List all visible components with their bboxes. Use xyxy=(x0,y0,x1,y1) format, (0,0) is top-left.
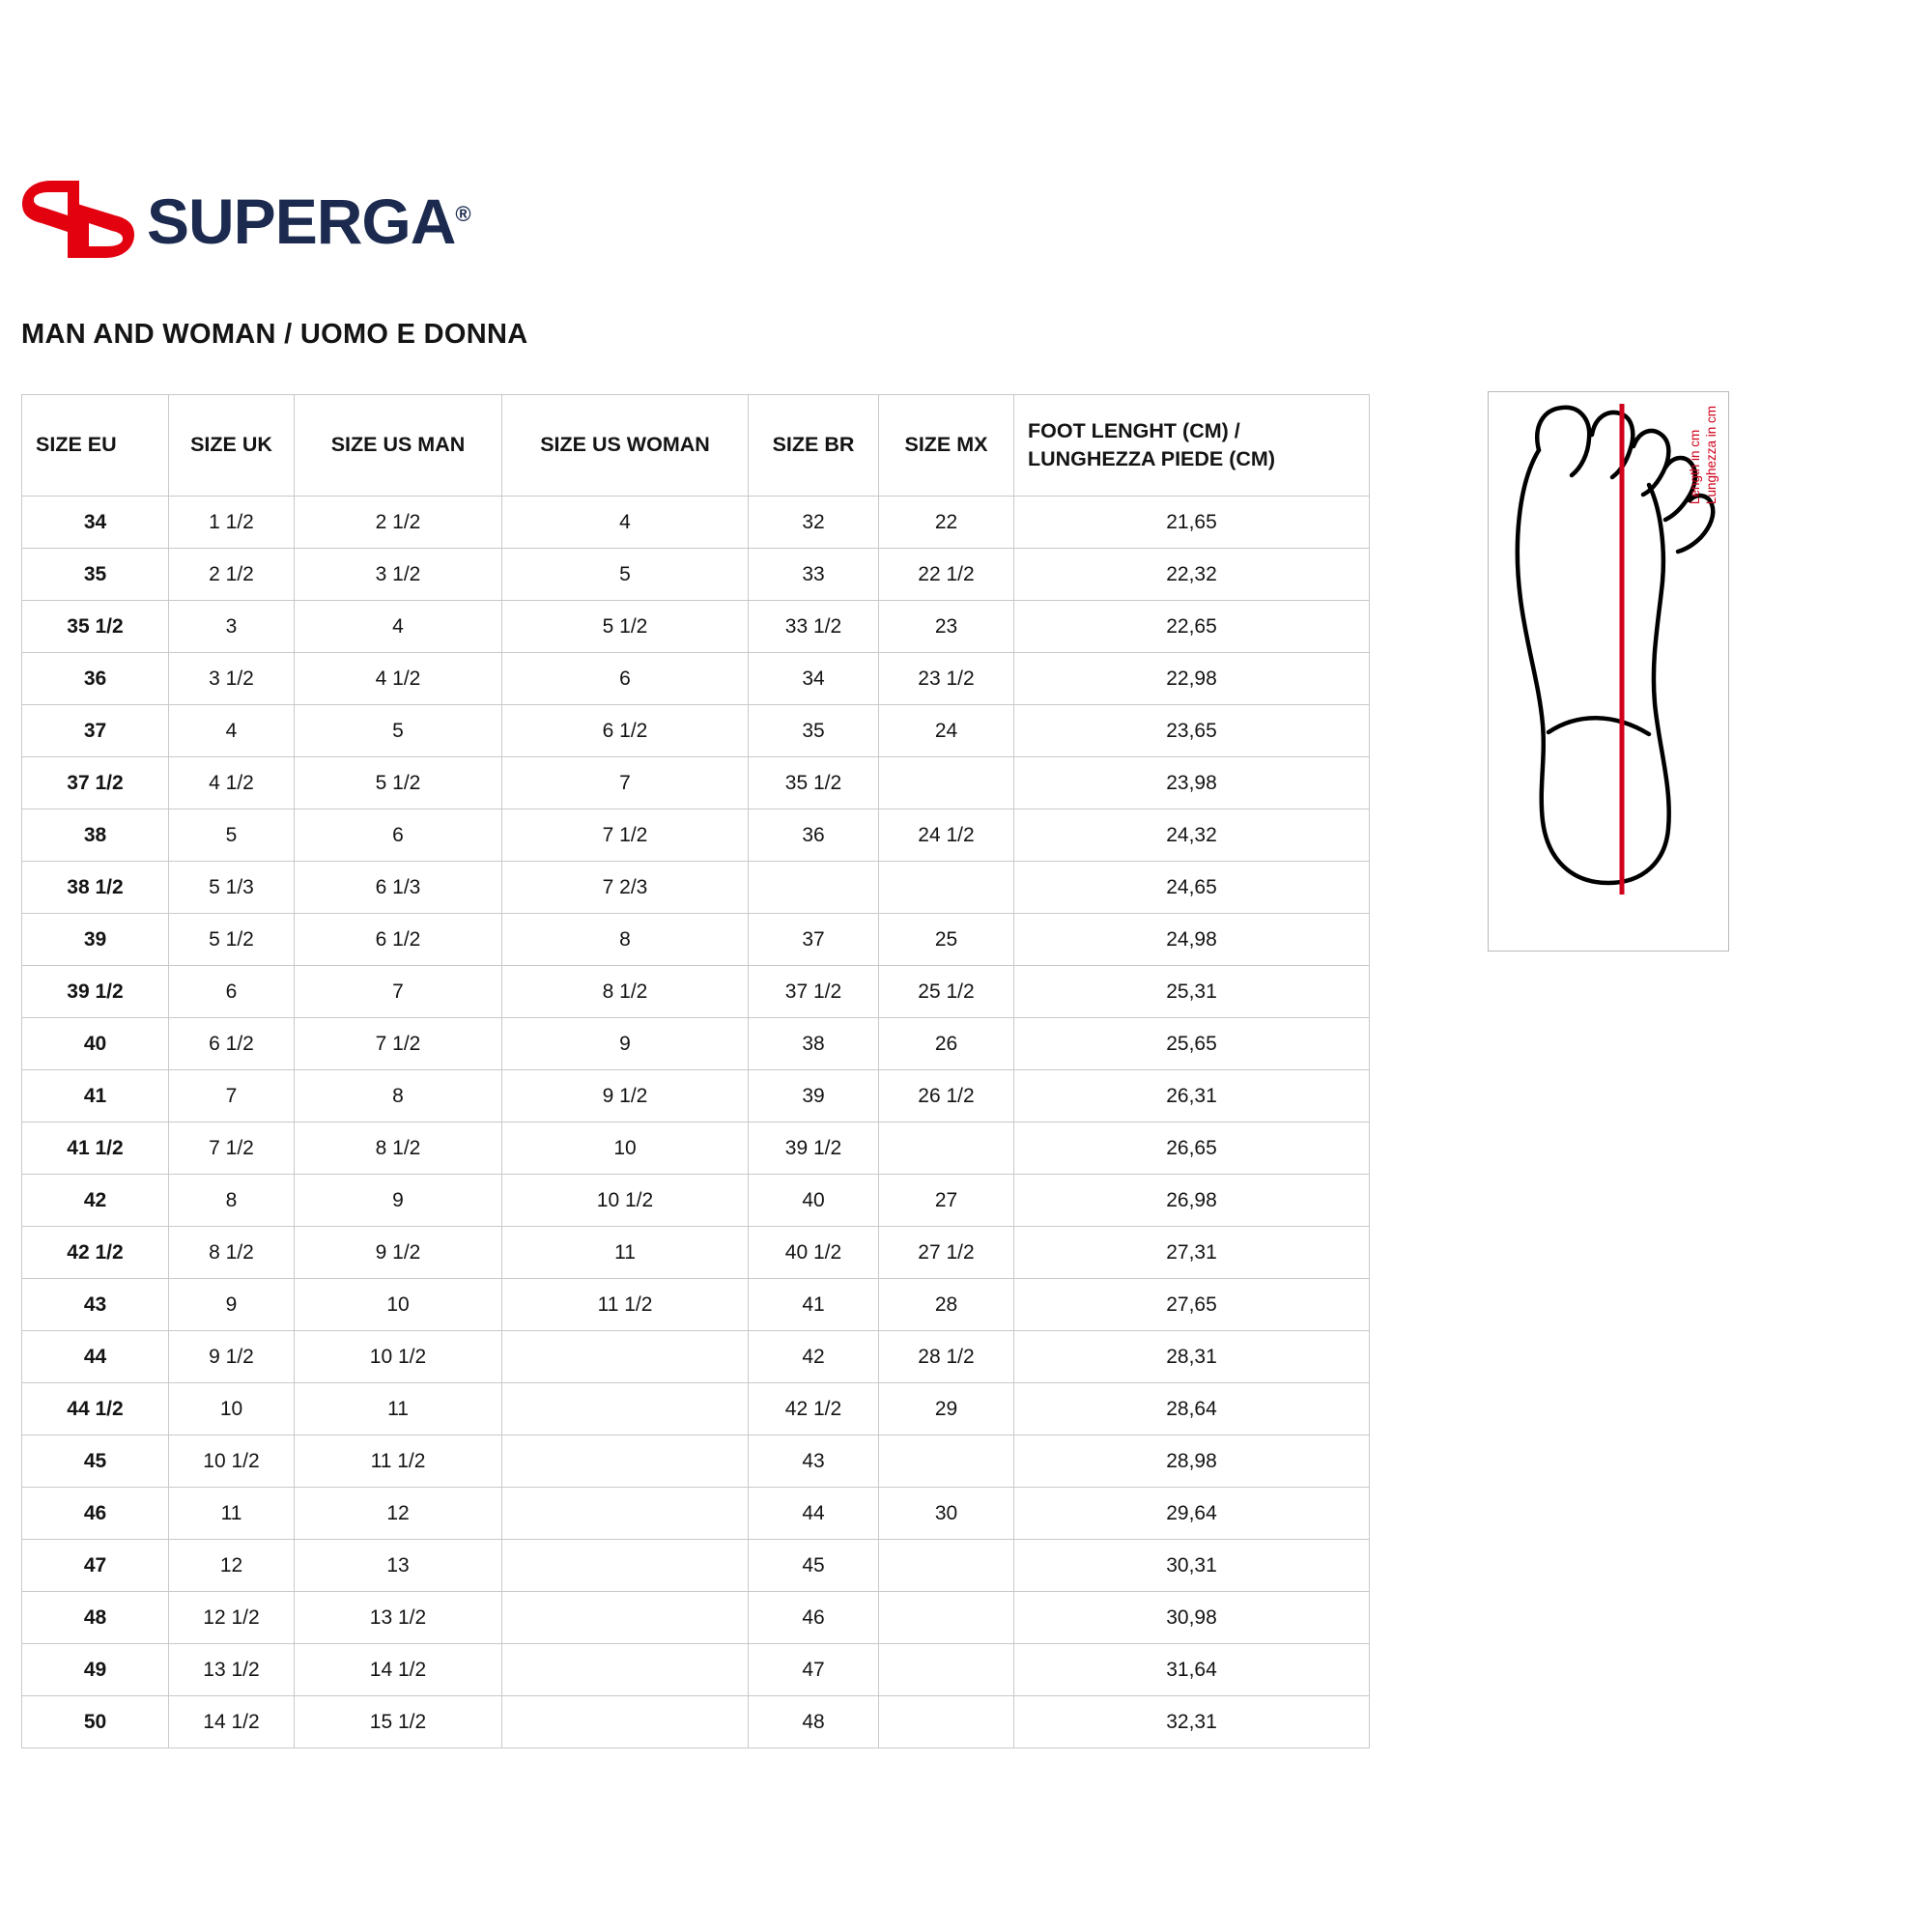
cell-us-woman xyxy=(502,1383,749,1435)
cell-mx: 25 xyxy=(879,914,1014,966)
cell-foot-length: 28,31 xyxy=(1014,1331,1370,1383)
table-row xyxy=(22,914,1370,966)
cell-eu: 42 xyxy=(22,1175,169,1227)
cell-eu: 35 1/2 xyxy=(22,601,169,653)
cell-mx: 28 1/2 xyxy=(879,1331,1014,1383)
cell-br: 47 xyxy=(749,1644,879,1696)
cell-us-man: 10 1/2 xyxy=(295,1331,502,1383)
brand-wordmark xyxy=(147,185,470,257)
cell-us-man: 15 1/2 xyxy=(295,1696,502,1748)
cell-us-woman: 8 1/2 xyxy=(502,966,749,1018)
cell-us-woman: 6 1/2 xyxy=(502,705,749,757)
table-row xyxy=(22,1644,1370,1696)
table-row xyxy=(22,1227,1370,1279)
registered-mark: ® xyxy=(455,202,470,226)
cell-uk: 9 xyxy=(169,1279,295,1331)
cell-foot-length: 30,98 xyxy=(1014,1592,1370,1644)
cell-foot-length: 23,65 xyxy=(1014,705,1370,757)
cell-foot-length: 26,31 xyxy=(1014,1070,1370,1122)
cell-eu: 48 xyxy=(22,1592,169,1644)
cell-uk: 3 1/2 xyxy=(169,653,295,705)
superga-s-logo-icon xyxy=(21,179,135,260)
cell-us-man: 5 xyxy=(295,705,502,757)
cell-foot-length: 22,65 xyxy=(1014,601,1370,653)
cell-foot-length: 31,64 xyxy=(1014,1644,1370,1696)
cell-br: 44 xyxy=(749,1488,879,1540)
cell-us-man: 10 xyxy=(295,1279,502,1331)
cell-mx xyxy=(879,757,1014,810)
cell-mx xyxy=(879,1644,1014,1696)
cell-foot-length: 24,98 xyxy=(1014,914,1370,966)
cell-uk: 4 1/2 xyxy=(169,757,295,810)
cell-mx: 24 1/2 xyxy=(879,810,1014,862)
table-row xyxy=(22,1435,1370,1488)
table-row xyxy=(22,549,1370,601)
cell-uk: 12 xyxy=(169,1540,295,1592)
cell-mx xyxy=(879,1435,1014,1488)
cell-us-woman xyxy=(502,1488,749,1540)
cell-eu: 45 xyxy=(22,1435,169,1488)
size-conversion-table xyxy=(21,394,1370,1748)
table-row xyxy=(22,705,1370,757)
cell-uk: 6 xyxy=(169,966,295,1018)
cell-uk: 4 xyxy=(169,705,295,757)
cell-mx xyxy=(879,1592,1014,1644)
cell-us-woman xyxy=(502,1592,749,1644)
measure-line-label xyxy=(1688,406,1720,504)
cell-eu: 44 1/2 xyxy=(22,1383,169,1435)
cell-us-woman: 11 1/2 xyxy=(502,1279,749,1331)
cell-br: 35 xyxy=(749,705,879,757)
cell-br: 33 xyxy=(749,549,879,601)
page-title: MAN AND WOMAN / UOMO E DONNA xyxy=(21,319,528,350)
table-body xyxy=(22,497,1370,1748)
cell-uk: 11 xyxy=(169,1488,295,1540)
cell-br: 37 xyxy=(749,914,879,966)
cell-br: 36 xyxy=(749,810,879,862)
table-row xyxy=(22,966,1370,1018)
cell-us-woman: 7 xyxy=(502,757,749,810)
table-row xyxy=(22,1540,1370,1592)
cell-mx: 28 xyxy=(879,1279,1014,1331)
cell-br: 39 1/2 xyxy=(749,1122,879,1175)
cell-us-man: 12 xyxy=(295,1488,502,1540)
cell-eu: 41 xyxy=(22,1070,169,1122)
cell-foot-length: 25,31 xyxy=(1014,966,1370,1018)
cell-uk: 12 1/2 xyxy=(169,1592,295,1644)
cell-br xyxy=(749,862,879,914)
cell-us-man: 4 xyxy=(295,601,502,653)
cell-eu: 40 xyxy=(22,1018,169,1070)
cell-eu: 38 xyxy=(22,810,169,862)
cell-us-woman: 7 1/2 xyxy=(502,810,749,862)
cell-mx xyxy=(879,862,1014,914)
cell-uk: 3 xyxy=(169,601,295,653)
column-header-size-us-man: SIZE US MAN xyxy=(295,395,502,497)
cell-foot-length: 30,31 xyxy=(1014,1540,1370,1592)
cell-foot-length: 27,31 xyxy=(1014,1227,1370,1279)
cell-us-man: 4 1/2 xyxy=(295,653,502,705)
table-row xyxy=(22,810,1370,862)
cell-uk: 8 1/2 xyxy=(169,1227,295,1279)
cell-eu: 38 1/2 xyxy=(22,862,169,914)
cell-uk: 9 1/2 xyxy=(169,1331,295,1383)
cell-us-woman: 4 xyxy=(502,497,749,549)
cell-br: 42 1/2 xyxy=(749,1383,879,1435)
cell-us-woman xyxy=(502,1696,749,1748)
cell-br: 42 xyxy=(749,1331,879,1383)
cell-foot-length: 21,65 xyxy=(1014,497,1370,549)
cell-br: 43 xyxy=(749,1435,879,1488)
cell-uk: 1 1/2 xyxy=(169,497,295,549)
cell-uk: 7 1/2 xyxy=(169,1122,295,1175)
cell-foot-length: 24,65 xyxy=(1014,862,1370,914)
cell-us-woman: 8 xyxy=(502,914,749,966)
cell-eu: 44 xyxy=(22,1331,169,1383)
cell-us-man: 6 1/2 xyxy=(295,914,502,966)
cell-br: 48 xyxy=(749,1696,879,1748)
cell-uk: 5 1/2 xyxy=(169,914,295,966)
column-header-size-br: SIZE BR xyxy=(749,395,879,497)
cell-mx: 27 xyxy=(879,1175,1014,1227)
size-table-wrap xyxy=(21,394,1369,1748)
cell-us-man: 7 xyxy=(295,966,502,1018)
cell-mx: 27 1/2 xyxy=(879,1227,1014,1279)
cell-us-woman: 7 2/3 xyxy=(502,862,749,914)
cell-mx xyxy=(879,1696,1014,1748)
table-row xyxy=(22,862,1370,914)
cell-us-woman: 9 1/2 xyxy=(502,1070,749,1122)
cell-us-man: 11 1/2 xyxy=(295,1435,502,1488)
cell-us-man: 14 1/2 xyxy=(295,1644,502,1696)
cell-br: 41 xyxy=(749,1279,879,1331)
cell-br: 40 xyxy=(749,1175,879,1227)
cell-eu: 37 xyxy=(22,705,169,757)
table-row xyxy=(22,757,1370,810)
column-header-foot-length xyxy=(1014,395,1370,497)
cell-foot-length: 25,65 xyxy=(1014,1018,1370,1070)
measure-label-it: Lunghezza in cm xyxy=(1704,406,1719,505)
foot-measurement-diagram xyxy=(1488,391,1729,952)
cell-eu: 39 1/2 xyxy=(22,966,169,1018)
cell-us-man: 6 1/3 xyxy=(295,862,502,914)
table-row xyxy=(22,497,1370,549)
cell-us-woman: 6 xyxy=(502,653,749,705)
cell-br: 38 xyxy=(749,1018,879,1070)
cell-foot-length: 24,32 xyxy=(1014,810,1370,862)
cell-mx: 24 xyxy=(879,705,1014,757)
cell-us-man: 8 xyxy=(295,1070,502,1122)
cell-uk: 14 1/2 xyxy=(169,1696,295,1748)
measure-label-en: Length in cm xyxy=(1688,429,1703,505)
table-row xyxy=(22,1383,1370,1435)
table-row xyxy=(22,1175,1370,1227)
cell-us-woman: 11 xyxy=(502,1227,749,1279)
cell-foot-length: 22,32 xyxy=(1014,549,1370,601)
cell-br: 37 1/2 xyxy=(749,966,879,1018)
cell-us-man: 13 xyxy=(295,1540,502,1592)
cell-eu: 34 xyxy=(22,497,169,549)
cell-us-man: 11 xyxy=(295,1383,502,1435)
cell-eu: 50 xyxy=(22,1696,169,1748)
cell-br: 34 xyxy=(749,653,879,705)
cell-eu: 39 xyxy=(22,914,169,966)
cell-us-man: 5 1/2 xyxy=(295,757,502,810)
cell-us-woman: 9 xyxy=(502,1018,749,1070)
cell-mx: 26 1/2 xyxy=(879,1070,1014,1122)
table-row xyxy=(22,1018,1370,1070)
cell-foot-length: 22,98 xyxy=(1014,653,1370,705)
cell-us-man: 9 xyxy=(295,1175,502,1227)
cell-uk: 5 xyxy=(169,810,295,862)
cell-uk: 10 1/2 xyxy=(169,1435,295,1488)
cell-us-man: 6 xyxy=(295,810,502,862)
column-header-size-uk: SIZE UK xyxy=(169,395,295,497)
cell-br: 45 xyxy=(749,1540,879,1592)
table-row xyxy=(22,1331,1370,1383)
table-row xyxy=(22,1122,1370,1175)
cell-eu: 43 xyxy=(22,1279,169,1331)
cell-foot-length: 23,98 xyxy=(1014,757,1370,810)
cell-mx: 26 xyxy=(879,1018,1014,1070)
cell-uk: 6 1/2 xyxy=(169,1018,295,1070)
cell-uk: 10 xyxy=(169,1383,295,1435)
cell-us-woman xyxy=(502,1435,749,1488)
cell-us-man: 9 1/2 xyxy=(295,1227,502,1279)
cell-eu: 46 xyxy=(22,1488,169,1540)
cell-eu: 42 1/2 xyxy=(22,1227,169,1279)
cell-br: 46 xyxy=(749,1592,879,1644)
column-header-size-us-woman: SIZE US WOMAN xyxy=(502,395,749,497)
cell-us-woman xyxy=(502,1331,749,1383)
cell-us-man: 7 1/2 xyxy=(295,1018,502,1070)
cell-us-woman: 5 xyxy=(502,549,749,601)
cell-mx: 22 xyxy=(879,497,1014,549)
cell-mx xyxy=(879,1540,1014,1592)
cell-us-woman xyxy=(502,1540,749,1592)
cell-mx xyxy=(879,1122,1014,1175)
cell-mx: 23 1/2 xyxy=(879,653,1014,705)
cell-br: 33 1/2 xyxy=(749,601,879,653)
foot-length-line-2: LUNGHEZZA PIEDE (CM) xyxy=(1028,447,1275,470)
cell-foot-length: 32,31 xyxy=(1014,1696,1370,1748)
cell-foot-length: 28,64 xyxy=(1014,1383,1370,1435)
cell-foot-length: 27,65 xyxy=(1014,1279,1370,1331)
cell-mx: 22 1/2 xyxy=(879,549,1014,601)
cell-eu: 35 xyxy=(22,549,169,601)
cell-us-man: 2 1/2 xyxy=(295,497,502,549)
foot-length-line-1: FOOT LENGHT (CM) / xyxy=(1028,418,1240,442)
cell-br: 40 1/2 xyxy=(749,1227,879,1279)
brand-logo xyxy=(21,179,470,260)
cell-mx: 30 xyxy=(879,1488,1014,1540)
cell-foot-length: 28,98 xyxy=(1014,1435,1370,1488)
cell-uk: 13 1/2 xyxy=(169,1644,295,1696)
cell-mx: 25 1/2 xyxy=(879,966,1014,1018)
cell-us-man: 3 1/2 xyxy=(295,549,502,601)
cell-foot-length: 29,64 xyxy=(1014,1488,1370,1540)
table-row xyxy=(22,1070,1370,1122)
cell-us-woman: 10 1/2 xyxy=(502,1175,749,1227)
table-row xyxy=(22,653,1370,705)
column-header-size-mx: SIZE MX xyxy=(879,395,1014,497)
cell-us-woman xyxy=(502,1644,749,1696)
cell-uk: 2 1/2 xyxy=(169,549,295,601)
cell-us-man: 13 1/2 xyxy=(295,1592,502,1644)
cell-eu: 47 xyxy=(22,1540,169,1592)
table-header-row xyxy=(22,395,1370,497)
table-row xyxy=(22,1488,1370,1540)
cell-mx: 23 xyxy=(879,601,1014,653)
cell-eu: 49 xyxy=(22,1644,169,1696)
cell-foot-length: 26,65 xyxy=(1014,1122,1370,1175)
cell-foot-length: 26,98 xyxy=(1014,1175,1370,1227)
cell-us-woman: 5 1/2 xyxy=(502,601,749,653)
cell-eu: 41 1/2 xyxy=(22,1122,169,1175)
cell-eu: 36 xyxy=(22,653,169,705)
table-row xyxy=(22,1592,1370,1644)
cell-uk: 5 1/3 xyxy=(169,862,295,914)
cell-us-man: 8 1/2 xyxy=(295,1122,502,1175)
brand-name: SUPERGA xyxy=(147,185,456,257)
table-row xyxy=(22,1279,1370,1331)
table-header xyxy=(22,395,1370,497)
table-row xyxy=(22,1696,1370,1748)
cell-uk: 7 xyxy=(169,1070,295,1122)
cell-br: 32 xyxy=(749,497,879,549)
cell-uk: 8 xyxy=(169,1175,295,1227)
cell-us-woman: 10 xyxy=(502,1122,749,1175)
table-row xyxy=(22,601,1370,653)
cell-br: 39 xyxy=(749,1070,879,1122)
cell-mx: 29 xyxy=(879,1383,1014,1435)
cell-eu: 37 1/2 xyxy=(22,757,169,810)
cell-br: 35 1/2 xyxy=(749,757,879,810)
column-header-size-eu: SIZE EU xyxy=(22,395,169,497)
